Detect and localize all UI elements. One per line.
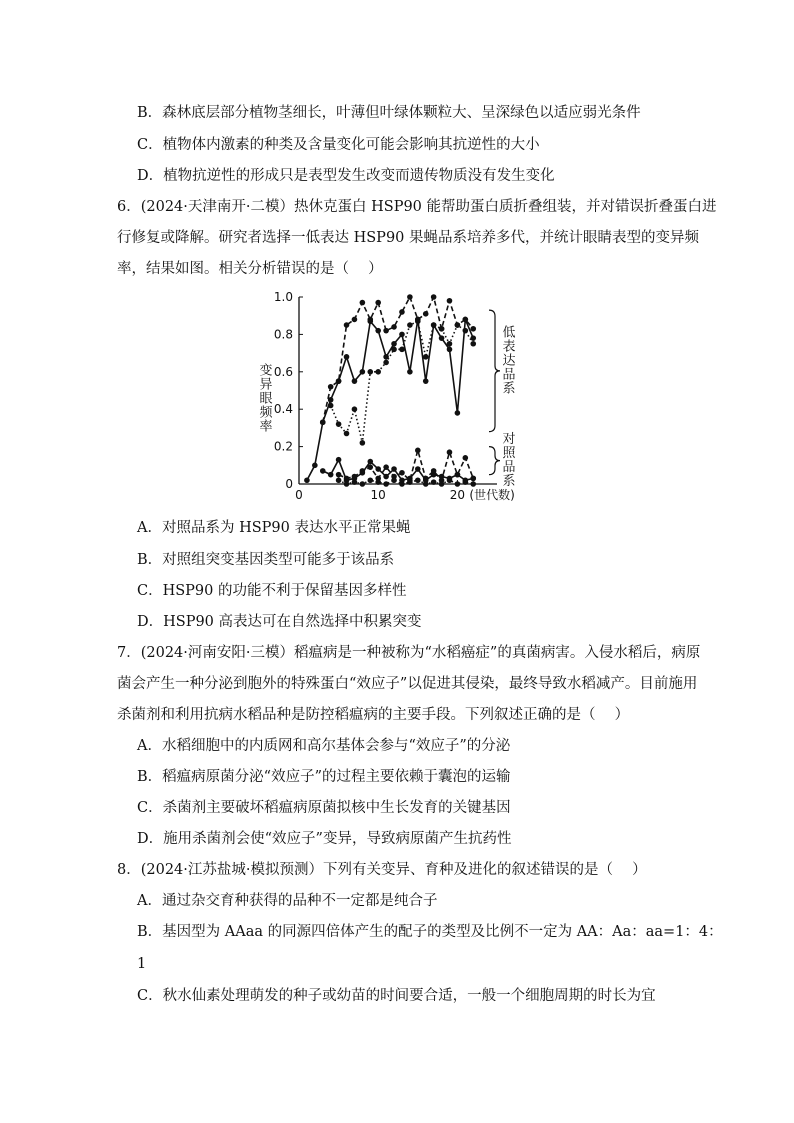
brace-low-expression [489,310,500,432]
group-label-control: 对照品系 [499,431,515,488]
data-point [336,472,342,478]
data-point [344,354,350,360]
data-point [352,378,358,384]
data-point [399,347,405,353]
q5-option-b: B．森林底层部分植物茎细长，叶薄但叶绿体颗粒大、呈深绿色以适应弱光条件 [137,105,641,121]
data-point [455,322,461,328]
data-point [391,341,397,347]
data-point [470,341,476,347]
data-point [375,328,381,334]
q8-option-c: C．秋水仙素处理萌发的种子或幼苗的时间要合适，一般一个细胞周期的时长为宜 [137,988,656,1004]
q6-stem-line-2: 行修复或降解。研究者选择一低表达 HSP90 果蝇品系培养多代，并统计眼睛表型的变异频 [117,230,700,246]
data-point [447,449,453,455]
data-point [399,309,405,315]
data-point [431,468,437,474]
y-tick-label: 0 [285,477,293,491]
data-point [463,479,469,485]
data-point [407,294,413,300]
data-point [320,468,326,474]
q8-option-a: A．通过杂交育种获得的品种不一定都是纯合子 [137,893,438,909]
data-point [336,477,342,483]
mutation-frequency-chart [250,283,550,513]
data-point [423,354,429,360]
data-point [328,384,334,390]
data-point [470,476,476,482]
data-point [383,481,389,487]
data-point [367,317,373,323]
data-point [375,479,381,485]
data-point [304,477,310,483]
q7-stem-line-1: 7．(2024·河南安阳·三模）稻瘟病是一种被称为“水稻癌症”的真菌病害。入侵水稻后，病原 [117,645,701,661]
q7-option-d: D．施用杀菌剂会使“效应子”变异，导致病原菌产生抗药性 [137,831,512,847]
data-point [431,294,437,300]
data-point [367,477,373,483]
data-point [336,421,342,427]
data-point [312,463,318,469]
q6-option-d: D．HSP90 高表达可在自然选择中积累突变 [137,614,422,630]
q6-option-c: C．HSP90 的功能不利于保留基因多样性 [137,583,407,599]
data-point [375,466,381,472]
q7-option-c: C．杀菌剂主要破坏稻瘟病原菌拟核中生长发育的关键基因 [137,800,511,816]
data-point [352,317,358,323]
data-point [391,347,397,353]
q7-option-a: A．水稻细胞中的内质网和高尔基体会参与“效应子”的分泌 [137,738,511,754]
data-point [344,322,350,328]
data-point [399,332,405,338]
data-point [463,328,469,334]
data-point [447,298,453,304]
q5-option-d: D．植物抗逆性的形成只是表型发生改变而遗传物质没有发生变化 [137,168,555,184]
data-point [463,317,469,323]
data-point [383,360,389,366]
q6-option-b: B．对照组突变基因类型可能多于该品系 [137,552,395,568]
data-point [352,479,358,485]
data-point [360,440,366,446]
q7-option-b: B．稻瘟病原菌分泌“效应子”的过程主要依赖于囊泡的运输 [137,769,511,785]
data-point [423,378,429,384]
data-point [407,479,413,485]
data-point [431,322,437,328]
group-label-low-expression: 低表达品系 [499,325,515,396]
y-tick-label: 0.6 [273,364,293,379]
data-point [407,369,413,375]
y-tick-label: 0.4 [273,402,293,417]
data-point [344,431,350,437]
data-point [447,341,453,347]
data-point [415,477,421,483]
data-point [455,472,461,478]
data-point [470,326,476,332]
data-point [455,410,461,416]
data-point [383,474,389,480]
data-point [352,406,358,412]
q5-option-c: C．植物体内激素的种类及含量变化可能会影响其抗逆性的大小 [137,137,540,153]
data-point [423,481,429,487]
data-point [447,347,453,353]
data-point [399,470,405,476]
data-point [328,403,334,409]
data-point [391,466,397,472]
data-point [360,468,366,474]
data-point [399,481,405,487]
data-point [344,476,350,482]
data-point [320,419,326,425]
data-point [470,481,476,487]
data-point [415,448,421,454]
data-point [360,481,366,487]
data-point [367,464,373,470]
data-point [375,300,381,306]
data-point [336,457,342,463]
data-point [415,317,421,323]
data-point [360,300,366,306]
data-point [344,481,350,487]
data-point [431,479,437,485]
data-point [328,472,334,478]
data-point [439,481,445,487]
x-tick-label: 0 [295,488,303,502]
data-point [375,369,381,375]
data-point [367,369,373,375]
data-point [407,322,413,328]
data-point [391,477,397,483]
x-tick-label: 20 [449,488,466,502]
data-point [383,328,389,334]
data-point [463,455,469,461]
q8-option-b-line-1: B．基因型为 AAaa 的同源四倍体产生的配子的类型及比例不一定为 AA：Aa：aa=1：4： [137,924,723,940]
x-axis-label: (世代数) [469,488,515,502]
q8-option-b-line-2: 1 [137,956,147,972]
q6-stem-line-1: 6．(2024·天津南开·二模）热休克蛋白 HSP90 能帮助蛋白质折叠组装，并对错误折叠蛋白进 [117,199,717,215]
data-point [447,477,453,483]
data-point [470,335,476,341]
data-point [455,481,461,487]
data-point [415,466,421,472]
y-axis-label: 变异眼频率 [256,363,272,433]
y-tick-label: 1.0 [273,290,293,304]
data-point [352,474,358,480]
data-point [423,476,429,482]
y-tick-label: 0.8 [273,327,293,342]
q7-stem-line-3: 杀菌剂和利用抗病水稻品种是防控稻瘟病的主要手段。下列叙述正确的是（ ） [117,707,630,723]
data-point [439,335,445,341]
data-point [336,378,342,384]
q7-stem-line-2: 菌会产生一种分泌到胞外的特殊蛋白“效应子”以促进其侵染，最终导致水稻减产。目前施用 [117,676,698,692]
brace-control [489,447,500,475]
q8-stem-line-1: 8．(2024·江苏盐城·模拟预测）下列有关变异、育种及进化的叙述错误的是（ ） [117,862,647,878]
data-point [439,326,445,332]
data-point [423,311,429,317]
data-point [360,369,366,375]
x-tick-label: 10 [370,488,386,502]
data-point [383,464,389,470]
q6-option-a: A．对照品系为 HSP90 表达水平正常果蝇 [137,520,411,536]
data-point [391,324,397,330]
y-tick-label: 0.2 [273,439,293,454]
q6-stem-line-3: 率，结果如图。相关分析错误的是（ ） [117,261,383,277]
data-point [367,459,373,465]
